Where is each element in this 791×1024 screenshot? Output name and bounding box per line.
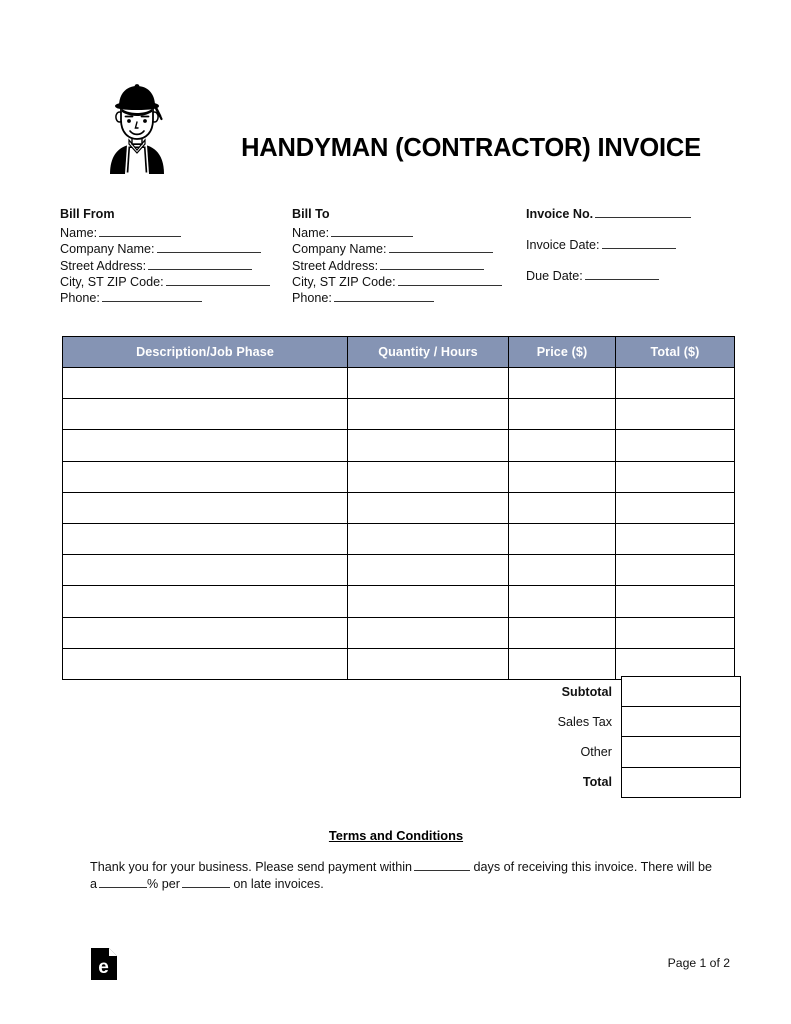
due-date-label: Due Date: bbox=[526, 269, 583, 283]
invoice-date-label: Invoice Date: bbox=[526, 238, 600, 252]
terms-percent-input[interactable] bbox=[99, 876, 147, 888]
handyman-worker-icon bbox=[98, 82, 176, 174]
terms-text bbox=[62, 859, 730, 893]
cell-price[interactable] bbox=[509, 586, 616, 617]
cell-price[interactable] bbox=[509, 399, 616, 430]
cell-description[interactable] bbox=[63, 617, 348, 648]
cell-total[interactable] bbox=[616, 523, 735, 554]
cell-description[interactable] bbox=[63, 648, 348, 679]
cell-description[interactable] bbox=[63, 461, 348, 492]
table-row bbox=[63, 523, 735, 554]
bill-from-city-input[interactable] bbox=[166, 274, 270, 286]
terms-text-part-3: % per bbox=[147, 877, 180, 891]
column-header-total: Total ($) bbox=[616, 337, 735, 368]
bill-from-heading: Bill From bbox=[60, 207, 115, 221]
page-number: Page 1 of 2 bbox=[667, 956, 730, 970]
table-row bbox=[63, 492, 735, 523]
cell-description[interactable] bbox=[63, 523, 348, 554]
svg-text:e: e bbox=[98, 957, 109, 978]
column-header-price: Price ($) bbox=[509, 337, 616, 368]
table-row bbox=[63, 617, 735, 648]
bill-from-city-label: City, ST ZIP Code: bbox=[60, 274, 164, 289]
cell-quantity[interactable] bbox=[348, 492, 509, 523]
bill-to-city-input[interactable] bbox=[398, 274, 502, 286]
column-header-quantity: Quantity / Hours bbox=[348, 337, 509, 368]
totals-row-total bbox=[446, 767, 741, 797]
cell-price[interactable] bbox=[509, 492, 616, 523]
cell-description[interactable] bbox=[63, 586, 348, 617]
terms-heading: Terms and Conditions bbox=[328, 828, 464, 843]
cell-total[interactable] bbox=[616, 368, 735, 399]
terms-text-part-2: days of receiving this invoice. There will be a bbox=[90, 860, 712, 891]
bill-from-street-input[interactable] bbox=[148, 258, 252, 270]
invoice-no-line bbox=[526, 206, 741, 221]
totals-table bbox=[446, 676, 741, 798]
totals-row-subtotal bbox=[446, 677, 741, 707]
bill-to-street-label: Street Address: bbox=[292, 258, 379, 273]
invoice-meta-block bbox=[526, 206, 741, 283]
cell-price[interactable] bbox=[509, 617, 616, 648]
table-row bbox=[63, 368, 735, 399]
subtotal-label: Subtotal bbox=[561, 684, 612, 699]
page-footer bbox=[62, 946, 730, 986]
cell-total[interactable] bbox=[616, 430, 735, 461]
cell-price[interactable] bbox=[509, 648, 616, 679]
cell-quantity[interactable] bbox=[348, 555, 509, 586]
cell-price[interactable] bbox=[509, 430, 616, 461]
page-title: HANDYMAN (CONTRACTOR) INVOICE bbox=[241, 134, 701, 162]
table-row bbox=[63, 555, 735, 586]
bill-to-phone-label: Phone: bbox=[292, 291, 332, 306]
invoice-no-label: Invoice No. bbox=[526, 207, 594, 221]
bill-to-heading: Bill To bbox=[292, 207, 330, 221]
cell-quantity[interactable] bbox=[348, 586, 509, 617]
cell-quantity[interactable] bbox=[348, 368, 509, 399]
bill-from-company-label: Company Name: bbox=[60, 242, 155, 257]
table-header-row bbox=[63, 337, 735, 368]
subtotal-value[interactable] bbox=[622, 677, 741, 707]
bill-to-name-label: Name: bbox=[292, 226, 330, 241]
invoice-date-input[interactable] bbox=[602, 237, 676, 249]
cell-quantity[interactable] bbox=[348, 399, 509, 430]
cell-description[interactable] bbox=[63, 399, 348, 430]
document-header bbox=[62, 82, 730, 182]
cell-quantity[interactable] bbox=[348, 430, 509, 461]
bill-to-street-input[interactable] bbox=[380, 258, 484, 270]
cell-quantity[interactable] bbox=[348, 648, 509, 679]
totals-row-sales-tax bbox=[446, 707, 741, 737]
due-date-line bbox=[526, 268, 741, 283]
table-row bbox=[63, 586, 735, 617]
parties-block bbox=[60, 206, 730, 306]
bill-from-name-input[interactable] bbox=[99, 225, 181, 237]
bill-from-company-input[interactable] bbox=[157, 241, 261, 253]
cell-quantity[interactable] bbox=[348, 523, 509, 554]
cell-quantity[interactable] bbox=[348, 461, 509, 492]
cell-total[interactable] bbox=[616, 399, 735, 430]
cell-price[interactable] bbox=[509, 368, 616, 399]
cell-price[interactable] bbox=[509, 555, 616, 586]
invoice-date-line bbox=[526, 237, 741, 252]
table-row bbox=[63, 648, 735, 679]
terms-text-part-4: on late invoices. bbox=[233, 877, 324, 891]
bill-from-phone-input[interactable] bbox=[102, 290, 202, 302]
cell-description[interactable] bbox=[63, 492, 348, 523]
line-items-body bbox=[63, 368, 735, 680]
cell-price[interactable] bbox=[509, 523, 616, 554]
table-row bbox=[63, 430, 735, 461]
table-row bbox=[63, 399, 735, 430]
cell-total[interactable] bbox=[616, 648, 735, 679]
cell-total[interactable] bbox=[616, 461, 735, 492]
terms-period-input[interactable] bbox=[182, 876, 230, 888]
cell-quantity[interactable] bbox=[348, 617, 509, 648]
other-label: Other bbox=[580, 744, 612, 759]
sales-tax-label: Sales Tax bbox=[557, 714, 612, 729]
bill-to-company-label: Company Name: bbox=[292, 242, 387, 257]
bill-from-street-label: Street Address: bbox=[60, 258, 147, 273]
cell-description[interactable] bbox=[63, 555, 348, 586]
cell-price[interactable] bbox=[509, 461, 616, 492]
cell-total[interactable] bbox=[616, 617, 735, 648]
terms-text-part-1: Thank you for your business. Please send payment within bbox=[90, 860, 413, 874]
terms-days-input[interactable] bbox=[414, 859, 470, 871]
totals-row-other bbox=[446, 737, 741, 767]
sales-tax-value[interactable] bbox=[622, 707, 741, 737]
terms-section bbox=[62, 828, 730, 893]
bill-to-city-label: City, ST ZIP Code: bbox=[292, 274, 396, 289]
bill-to-name-input[interactable] bbox=[331, 225, 413, 237]
total-label: Total bbox=[582, 775, 612, 790]
cell-total[interactable] bbox=[616, 492, 735, 523]
due-date-input[interactable] bbox=[585, 268, 659, 280]
bill-to-phone-input[interactable] bbox=[334, 290, 434, 302]
other-value[interactable] bbox=[622, 737, 741, 767]
table-row bbox=[63, 461, 735, 492]
cell-description[interactable] bbox=[63, 430, 348, 461]
bill-to-phone-line bbox=[292, 290, 567, 306]
cell-description[interactable] bbox=[63, 368, 348, 399]
cell-total[interactable] bbox=[616, 586, 735, 617]
column-header-description: Description/Job Phase bbox=[63, 337, 348, 368]
total-value[interactable] bbox=[622, 767, 741, 797]
invoice-no-input[interactable] bbox=[595, 206, 691, 218]
eforms-document-icon[interactable] bbox=[91, 948, 117, 980]
bill-from-name-label: Name: bbox=[60, 226, 98, 241]
cell-total[interactable] bbox=[616, 555, 735, 586]
bill-to-company-input[interactable] bbox=[389, 241, 493, 253]
bill-from-phone-label: Phone: bbox=[60, 291, 100, 306]
line-items-table bbox=[62, 336, 735, 680]
